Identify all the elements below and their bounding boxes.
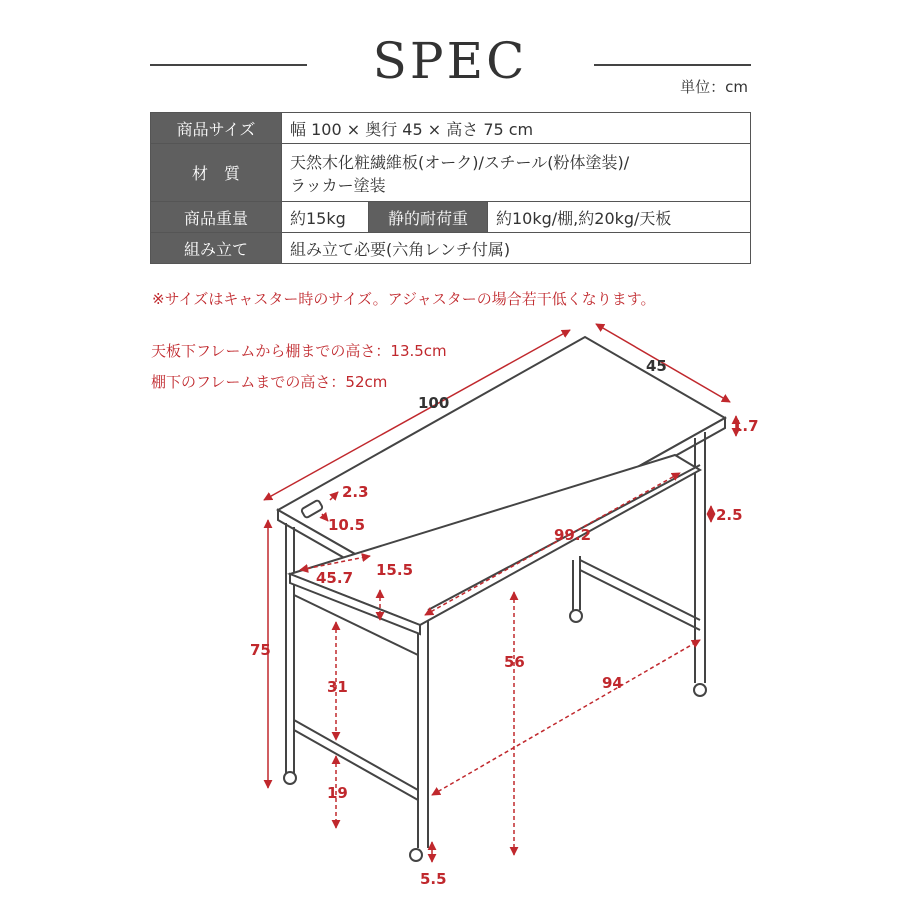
spec-value-load: 約10kg/棚,約20kg/天板 — [488, 202, 751, 233]
spec-label-load: 静的耐荷重 — [369, 202, 488, 233]
info-line-shelf: 天板下フレームから棚までの高さ：13.5cm — [151, 342, 447, 360]
spec-value: 幅 100 × 奥行 45 × 高さ 75 cm — [282, 113, 751, 144]
desk-illustration — [278, 337, 725, 861]
dim-width: 100 — [418, 394, 450, 412]
dim-shelf-width: 99.2 — [554, 526, 592, 544]
dim-side-opening: 31 — [327, 678, 348, 696]
spec-label: 組み立て — [151, 233, 282, 264]
spec-label: 商品重量 — [151, 202, 282, 233]
dim-shelf-gap: 15.5 — [376, 561, 414, 579]
spec-label: 商品サイズ — [151, 113, 282, 144]
dim-port-width: 10.5 — [328, 516, 366, 534]
spec-value: 約15kg — [282, 202, 369, 233]
spec-value-line2: ラッカー塗装 — [290, 175, 386, 195]
spec-value-line1: 天然木化粧繊維板(オーク)/スチール(粉体塗装)/ — [290, 152, 630, 172]
size-note: ※サイズはキャスター時のサイズ。アジャスターの場合若干低くなります。 — [152, 290, 656, 308]
dim-side-lower: 19 — [327, 784, 348, 802]
dim-frame: 2.5 — [716, 506, 743, 524]
dim-total-height: 75 — [250, 641, 271, 659]
dim-top-thickness: 1.7 — [732, 417, 759, 435]
dim-port-height: 2.3 — [342, 483, 369, 501]
dim-depth: 45 — [646, 357, 667, 375]
dim-lower-span: 94 — [602, 674, 623, 692]
page-title: SPEC — [372, 32, 528, 90]
unit-label: 単位：cm — [680, 78, 748, 96]
dim-inner-height: 56 — [504, 653, 525, 671]
info-line-frame: 棚下のフレームまでの高さ：52cm — [151, 373, 388, 391]
dim-shelf-depth: 45.7 — [316, 569, 354, 587]
spec-value: 組み立て必要(六角レンチ付属) — [282, 233, 751, 264]
spec-label: 材 質 — [151, 144, 282, 202]
dim-caster: 5.5 — [420, 870, 447, 888]
